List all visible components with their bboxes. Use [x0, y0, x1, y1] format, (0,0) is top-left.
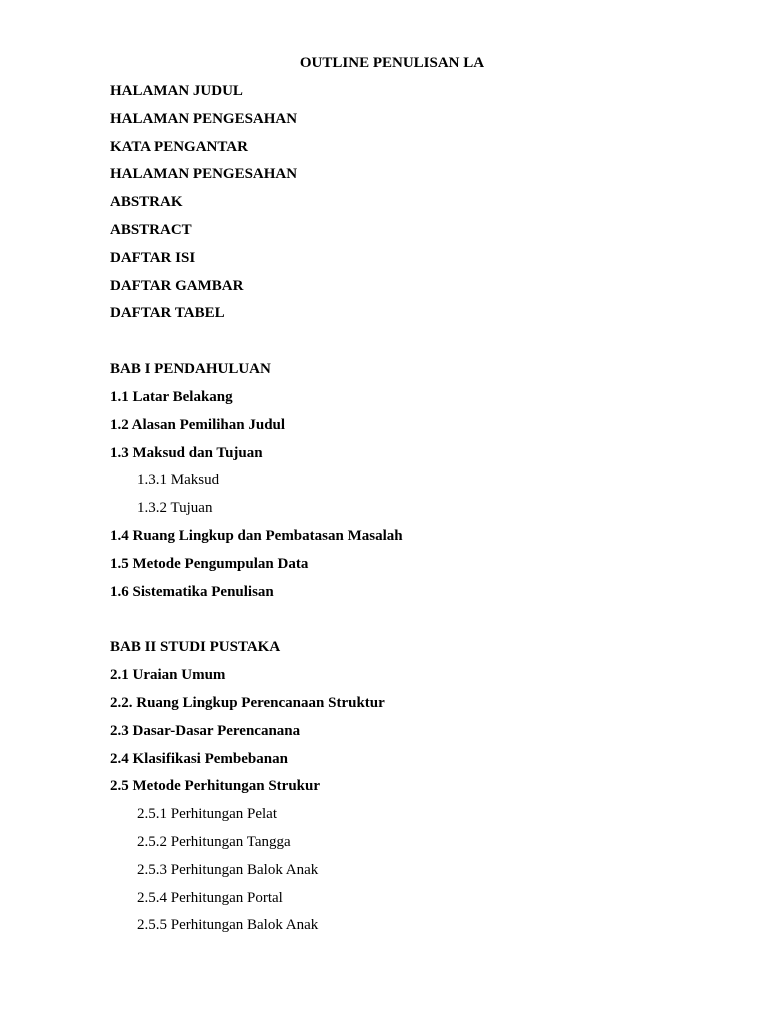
subsection-item: 2.5.2 Perhitungan Tangga [137, 833, 291, 850]
subsection-item: 1.3.1 Maksud [137, 472, 220, 489]
subsection-item: 2.5.5 Perhitungan Balok Anak [137, 917, 319, 934]
subsection-item: 2.5.1 Perhitungan Pelat [137, 806, 277, 823]
section-item: 2.4 Klasifikasi Pembebanan [110, 750, 288, 767]
front-matter-item: HALAMAN JUDUL [110, 83, 243, 99]
front-matter-item: HALAMAN PENGESAHAN [110, 166, 298, 183]
document-title: OUTLINE PENULISAN LA [299, 55, 485, 71]
front-matter-item: DAFTAR ISI [110, 249, 196, 266]
section-item: 1.2 Alasan Pemilihan Judul [110, 416, 286, 433]
front-matter-item: ABSTRACT [110, 221, 192, 238]
section-item: 2.2. Ruang Lingkup Perencanaan Struktur [110, 694, 385, 711]
chapter-heading: BAB II STUDI PUSTAKA [110, 639, 281, 656]
front-matter-item: KATA PENGANTAR [110, 138, 248, 155]
section-item: 1.5 Metode Pengumpulan Data [110, 555, 309, 572]
section-item: 1.6 Sistematika Penulisan [110, 583, 274, 600]
section-item: 2.5 Metode Perhitungan Strukur [110, 778, 320, 795]
section-item: 1.1 Latar Belakang [110, 388, 233, 405]
chapter-heading: BAB I PENDAHULUAN [110, 361, 271, 378]
front-matter-item: DAFTAR GAMBAR [110, 277, 244, 294]
front-matter-item: ABSTRAK [110, 194, 183, 211]
subsection-item: 1.3.2 Tujuan [137, 500, 213, 517]
front-matter-item: HALAMAN PENGESAHAN [110, 110, 298, 127]
section-item: 2.1 Uraian Umum [110, 667, 226, 684]
subsection-item: 2.5.4 Perhitungan Portal [137, 889, 283, 906]
outline-list [110, 81, 403, 943]
section-item: 1.4 Ruang Lingkup dan Pembatasan Masalah [110, 527, 403, 544]
section-item: 1.3 Maksud dan Tujuan [110, 444, 263, 461]
section-item: 2.3 Dasar-Dasar Perencanana [110, 722, 301, 739]
subsection-item: 2.5.3 Perhitungan Balok Anak [137, 861, 319, 878]
front-matter-item: DAFTAR TABEL [110, 305, 225, 322]
